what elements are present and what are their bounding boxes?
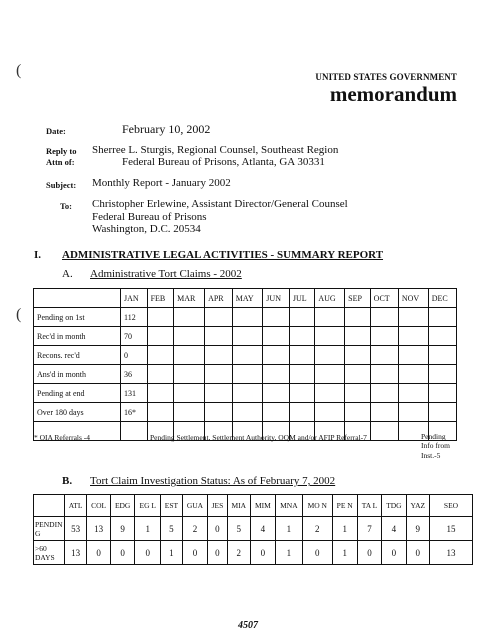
table-cell: 0 xyxy=(250,541,275,565)
pending-info-note-line2: Info from xyxy=(421,441,450,450)
table-cell: 1 xyxy=(332,541,357,565)
institution-header: PE N xyxy=(332,495,357,517)
institution-header: EDG xyxy=(110,495,134,517)
institution-header: YAZ xyxy=(406,495,429,517)
institution-header: ATL xyxy=(65,495,87,517)
table-cell: 4 xyxy=(382,517,406,541)
month-header: FEB xyxy=(147,289,174,308)
table-cell: 13 xyxy=(87,517,111,541)
section-b-letter: B. xyxy=(62,475,73,487)
pending-info-note-line1: Pending xyxy=(421,432,446,441)
row-label: Pending on 1st xyxy=(34,308,121,327)
pending-info-note-line3: Inst.-5 xyxy=(421,451,441,460)
table-cell: 53 xyxy=(65,517,87,541)
month-header: JAN xyxy=(121,289,148,308)
month-header: JUL xyxy=(289,289,314,308)
institution-header: MNA xyxy=(275,495,302,517)
memo-title: memorandum xyxy=(329,82,457,106)
row-label: Recons. rec'd xyxy=(34,346,121,365)
table-cell: 0 xyxy=(302,541,332,565)
institution-header: MIM xyxy=(250,495,275,517)
subject-value: Monthly Report - January 2002 xyxy=(92,177,231,189)
table-header-row xyxy=(34,495,473,517)
table-header-row xyxy=(34,289,457,308)
institution-header: COL xyxy=(87,495,111,517)
institution-header: TDG xyxy=(382,495,406,517)
table-cell: 0 xyxy=(87,541,111,565)
institution-header: MIA xyxy=(227,495,250,517)
table-cell: 4 xyxy=(250,517,275,541)
institution-header: SEO xyxy=(430,495,473,517)
table-cell: 1 xyxy=(332,517,357,541)
reply-line-1: Sherree L. Sturgis, Regional Counsel, Southeast Region xyxy=(92,144,339,156)
row-label: Ans'd in month xyxy=(34,365,121,384)
table-cell: 13 xyxy=(65,541,87,565)
table-cell: 36 xyxy=(121,365,148,384)
table-cell: 1 xyxy=(275,541,302,565)
institution-header: JES xyxy=(208,495,227,517)
row-label: PENDIN G xyxy=(34,517,65,541)
table-row xyxy=(34,541,473,565)
table-corner-cell xyxy=(34,495,65,517)
row-label: Rec'd in month xyxy=(34,327,121,346)
table-cell: 9 xyxy=(406,517,429,541)
to-line-1: Christopher Erlewine, Assistant Director/General Counsel xyxy=(92,198,348,210)
section-title: ADMINISTRATIVE LEGAL ACTIVITIES - SUMMARY REPORT xyxy=(62,249,384,261)
table-cell: 0 xyxy=(135,541,161,565)
to-line-3: Washington, D.C. 20534 xyxy=(92,223,201,235)
table-row xyxy=(34,308,457,327)
table-cell: 0 xyxy=(208,541,227,565)
margin-bracket-mark: ( xyxy=(16,62,22,79)
month-header: SEP xyxy=(345,289,371,308)
month-header: APR xyxy=(205,289,233,308)
table-cell: 9 xyxy=(110,517,134,541)
table-row xyxy=(34,517,473,541)
month-header: AUG xyxy=(315,289,345,308)
table-cell: 2 xyxy=(227,541,250,565)
margin-bracket-mark: ( xyxy=(16,306,22,323)
table-cell: 1 xyxy=(161,541,183,565)
table-cell: 70 xyxy=(121,327,148,346)
table-cell: 1 xyxy=(275,517,302,541)
attn-of-label: Attn of: xyxy=(46,157,75,167)
subsection-letter: A. xyxy=(62,268,73,280)
month-header: OCT xyxy=(370,289,398,308)
table-cell: 0 xyxy=(182,541,207,565)
oia-note: * OIA Referrals -4 xyxy=(34,433,91,442)
table-cell: 0 xyxy=(121,346,148,365)
table-cell: 5 xyxy=(161,517,183,541)
subsection-title: Administrative Tort Claims - 2002 xyxy=(90,268,242,280)
month-header: MAR xyxy=(174,289,205,308)
table-cell: 2 xyxy=(182,517,207,541)
table-row xyxy=(34,346,457,365)
reply-to-label: Reply to xyxy=(46,146,77,156)
subject-label: Subject: xyxy=(46,180,77,190)
row-label: Over 180 days xyxy=(34,403,121,422)
to-label: To: xyxy=(60,201,72,211)
section-number: I. xyxy=(34,249,42,261)
table-cell: 112 xyxy=(121,308,148,327)
table-cell: 131 xyxy=(121,384,148,403)
institution-header: TA L xyxy=(357,495,381,517)
month-header: NOV xyxy=(398,289,428,308)
month-header: MAY xyxy=(232,289,263,308)
table-row xyxy=(34,327,457,346)
row-label: Pending at end xyxy=(34,384,121,403)
date-label: Date: xyxy=(46,126,66,136)
to-line-2: Federal Bureau of Prisons xyxy=(92,211,207,223)
table-cell: 13 xyxy=(430,541,473,565)
institution-header: EG L xyxy=(135,495,161,517)
institution-header: MO N xyxy=(302,495,332,517)
table-cell: 7 xyxy=(357,517,381,541)
table-cell: 0 xyxy=(110,541,134,565)
institution-header: EST xyxy=(161,495,183,517)
table-row xyxy=(34,403,457,422)
date-value: February 10, 2002 xyxy=(122,122,211,136)
table-cell: 5 xyxy=(227,517,250,541)
table-cell: 0 xyxy=(406,541,429,565)
table-cell: 0 xyxy=(357,541,381,565)
page-number: 4507 xyxy=(238,620,258,631)
section-b-title: Tort Claim Investigation Status: As of February 7, 2002 xyxy=(90,475,336,487)
table-cell: 1 xyxy=(135,517,161,541)
table-row xyxy=(34,384,457,403)
row-label: >60 DAYS xyxy=(34,541,65,565)
table-cell: 0 xyxy=(208,517,227,541)
investigation-status-table xyxy=(33,494,473,565)
month-header: JUN xyxy=(263,289,290,308)
month-header: DEC xyxy=(428,289,456,308)
institution-header: GUA xyxy=(182,495,207,517)
table-cell: 16* xyxy=(121,403,148,422)
tort-claims-table xyxy=(33,288,457,441)
org-name: UNITED STATES GOVERNMENT xyxy=(315,72,457,82)
reply-line-2: Federal Bureau of Prisons, Atlanta, GA 30331 xyxy=(122,156,325,168)
table-row xyxy=(34,365,457,384)
table-cell: 15 xyxy=(430,517,473,541)
table-corner-cell xyxy=(34,289,121,308)
pending-settlement-note: Pending Settlement, Settlement Authority, OQM and/or AFIP Referral-7 xyxy=(150,433,367,442)
table-cell: 2 xyxy=(302,517,332,541)
table-cell: 0 xyxy=(382,541,406,565)
